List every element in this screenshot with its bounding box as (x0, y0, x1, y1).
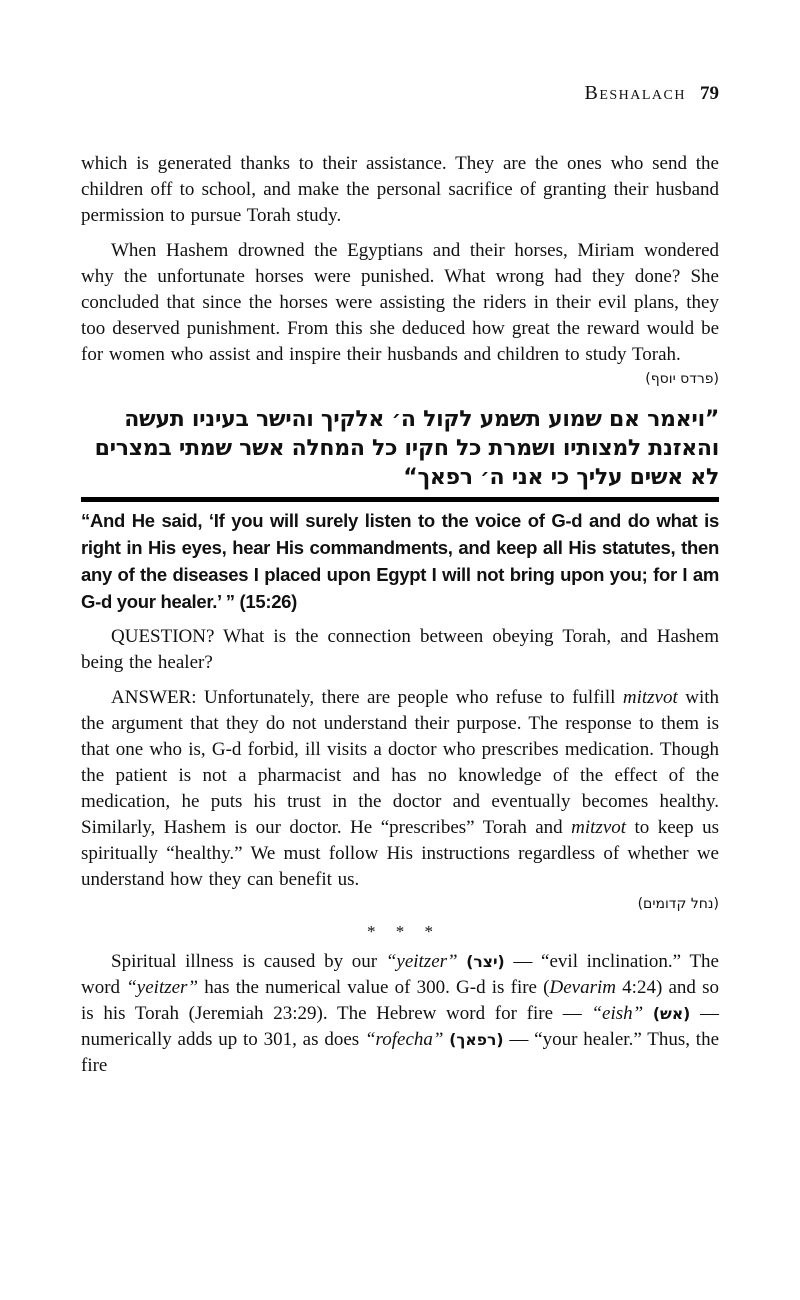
page-number: 79 (700, 83, 719, 104)
hebrew-verse-line: ”ויאמר אם שמוע תשמע לקול ה׳ אלקיך והישר בעיניו תעשה (124, 407, 719, 432)
running-header (81, 80, 719, 107)
verse-translation: “And He said, ‘If you will surely listen to the voice of G-d and do what is right in His eyes, hear His commandments, and keep all His statutes, then any of the diseases I placed upon Egypt I will not bring upon you; for I am G-d your healer.’ ” (15:26) (81, 510, 719, 612)
hebrew-verse-heading (81, 405, 719, 492)
paragraph-miriam: When Hashem drowned the Egyptians and their horses, Miriam wondered why the unfortunate horses were punished. What wrong had they done? She concluded that since the horses were assisting the riders in their evil plans, they too deserved punishment. From this she deduced how great the reward would be for women who assist and inspire their husbands and children to study Torah. (81, 240, 719, 365)
hebrew-verse-line: לא אשים עליך כי אני ה׳ רפאך“ (403, 465, 719, 490)
gematria-paragraph: Spiritual illness is caused by our “yeitzer” (יצר) — “evil inclination.” The word “yeitzer” has the numerical value of 300. G-d is fire (Devarim 4:24) and so is his Torah (Jeremiah 23:29). The Hebrew word for fire — “eish” (אש) — numerically adds up to 301, as does “rofecha” (רפאך) — “your healer.” Thus, the fire (81, 951, 720, 1076)
attribution-row (81, 893, 719, 914)
source-attribution-pardes-yosef: (פרדס יוסף) (645, 371, 719, 387)
paragraph-continuation: which is generated thanks to their assistance. They are the ones who send the children off to school, and make the personal sacrifice of granting their husband permission to pursue Torah study. (81, 153, 719, 226)
section-title: Beshalach (584, 82, 686, 104)
divider-rule (81, 497, 719, 502)
source-attribution-nachal-kedumim: (נחל קדומים) (637, 896, 719, 912)
attribution-row (81, 368, 719, 389)
asterisk-separator: * * * (367, 922, 433, 941)
answer-paragraph: ANSWER: Unfortunately, there are people who refuse to fulfill mitzvot with the argument that they do not understand their purpose. The response to them is that one who is, G-d forbid, ill visits a doctor who prescribes medication. Though the patient is not a pharmacist and has no knowledge of the effect of the medication, he puts his trust in the doctor and eventually becomes healthy. Similarly, Hashem is our doctor. He “prescribes” Torah and mitzvot to keep us spiritually “healthy.” We must follow His instructions regardless of whether we understand how they can benefit us. (81, 687, 720, 890)
question-paragraph: QUESTION? What is the connection between obeying Torah, and Hashem being the healer? (81, 626, 719, 673)
hebrew-verse-line: והאזנת למצותיו ושמרת כל חקיו כל המחלה אשר שמתי במצרים (94, 436, 719, 461)
